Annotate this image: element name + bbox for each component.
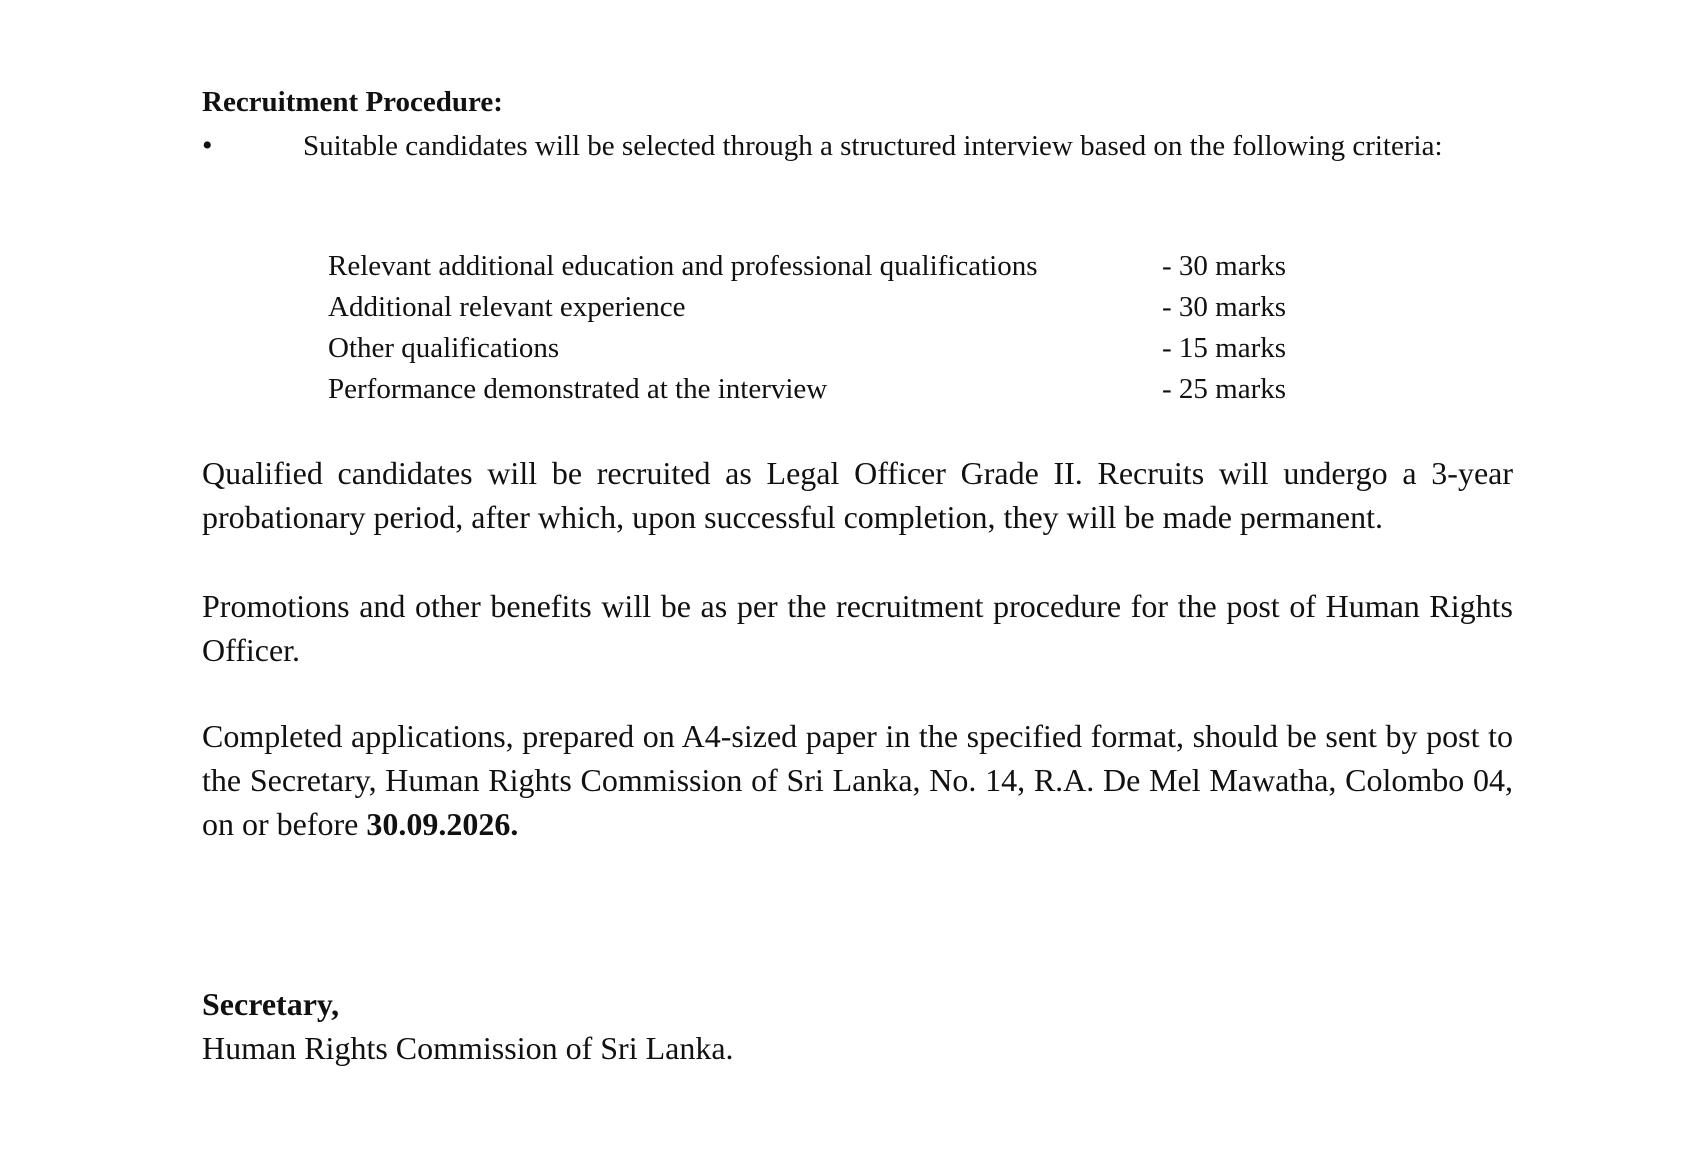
applications-text: Completed applications, prepared on A4-sized paper in the specified format, should be sent by post to the Secretary, Human Rights Commission of Sri Lanka, No. 14, R.A. De Mel Mawatha, Colombo 04, on or before [202,718,1513,842]
criteria-marks: - 30 marks [1162,250,1287,282]
criteria-row [328,287,1286,328]
criteria-row [328,246,1286,287]
criteria-label: Performance demonstrated at the interview [328,373,828,405]
criteria-table [328,246,1286,410]
criteria-marks: - 15 marks [1162,332,1287,364]
criteria-marks: - 30 marks [1162,291,1287,323]
signatory-title: Secretary, [202,986,340,1022]
section-heading: Recruitment Procedure: [202,86,503,118]
recruitment-paragraph: Qualified candidates will be recruited as Legal Officer Grade II. Recruits will undergo a 3-year probationary period, after which, upon successful completion, they will be made permanent. [202,455,1513,535]
applications-paragraph [202,714,1513,846]
criteria-label: Other qualifications [328,332,560,364]
criteria-row [328,328,1286,369]
deadline-date: 30.09.2026. [366,806,519,842]
promotions-paragraph: Promotions and other benefits will be as per the recruitment procedure for the post of Human Rights Officer. [202,588,1513,668]
criteria-label: Relevant additional education and professional qualifications [328,250,1038,282]
signatory-organization: Human Rights Commission of Sri Lanka. [202,1030,734,1066]
criteria-label: Additional relevant experience [328,291,686,323]
bullet-text: Suitable candidates will be selected through a structured interview based on the following criteria: [303,130,1443,162]
bullet-marker: • [202,129,213,162]
criteria-row [328,369,1286,410]
criteria-marks: - 25 marks [1162,373,1287,405]
